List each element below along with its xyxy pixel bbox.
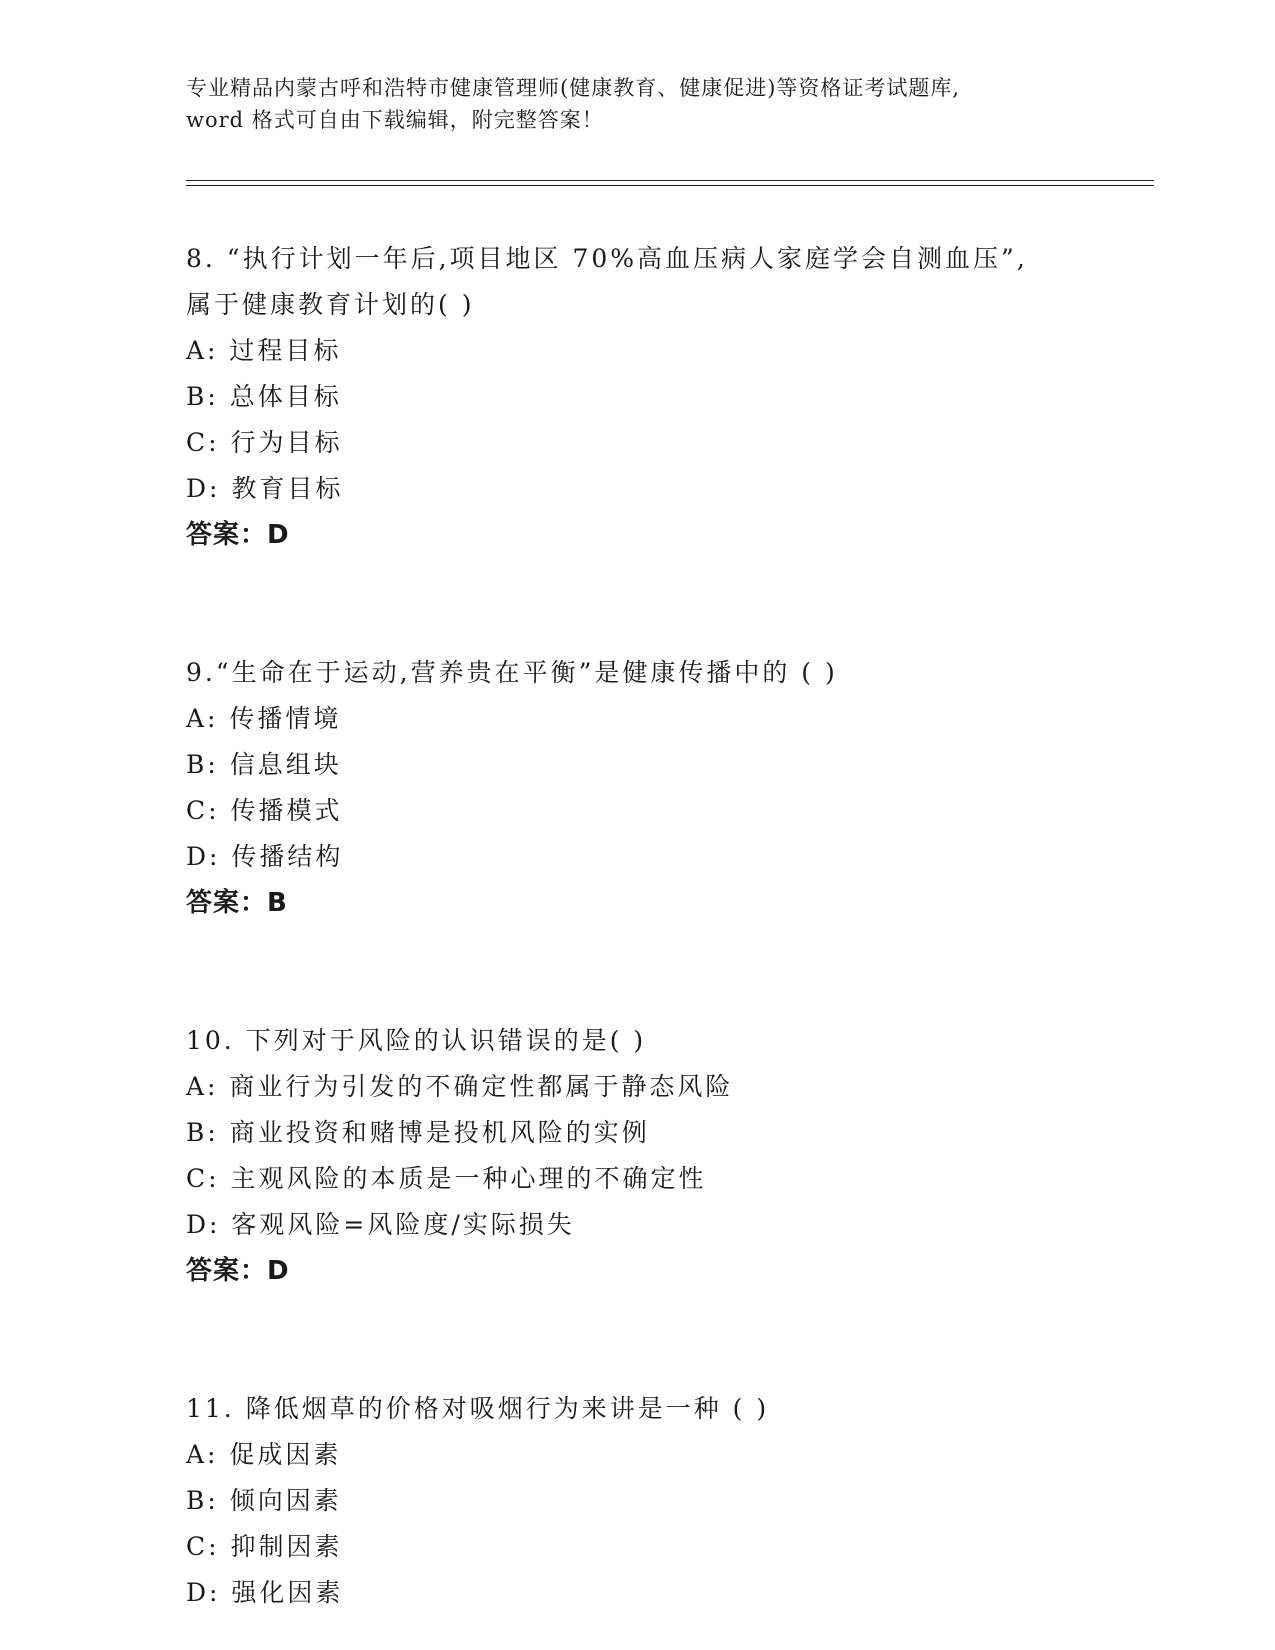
header-divider-bottom — [186, 185, 1154, 186]
option-a: A: 商业行为引发的不确定性都属于静态风险 — [186, 1072, 734, 1101]
option-b: B: 倾向因素 — [186, 1486, 342, 1515]
question-stem: 8. “执行计划一年后,项目地区 70%高血压病人家庭学会自测血压”, — [186, 244, 1028, 273]
header-divider-top — [186, 180, 1154, 181]
option-b: B: 信息组块 — [186, 750, 342, 779]
option-c: C: 行为目标 — [186, 428, 343, 457]
document-header — [186, 72, 1086, 136]
option-d: D: 强化因素 — [186, 1578, 344, 1607]
question-stem: 9.“生命在于运动,营养贵在平衡”是健康传播中的 ( ) — [186, 658, 838, 687]
question-stem: 11. 降低烟草的价格对吸烟行为来讲是一种 ( ) — [186, 1394, 770, 1423]
option-b: B: 总体目标 — [186, 382, 342, 411]
question-10 — [186, 1018, 1146, 1294]
option-c: C: 传播模式 — [186, 796, 343, 825]
header-line-2: word 格式可自由下载编辑，附完整答案！ — [186, 108, 604, 132]
option-c: C: 抑制因素 — [186, 1532, 343, 1561]
option-a: A: 过程目标 — [186, 336, 342, 365]
spacer — [186, 926, 1146, 1018]
question-9 — [186, 650, 1146, 926]
spacer — [186, 1294, 1146, 1386]
question-stem: 10. 下列对于风险的认识错误的是( ) — [186, 1026, 647, 1055]
question-8 — [186, 236, 1146, 558]
question-stem: 属于健康教育计划的( ) — [186, 290, 475, 319]
option-c: C: 主观风险的本质是一种心理的不确定性 — [186, 1164, 707, 1193]
question-11 — [186, 1386, 1146, 1616]
answer-label: 答案：B — [186, 888, 288, 918]
spacer — [186, 558, 1146, 650]
option-d: D: 客观风险=风险度/实际损失 — [186, 1210, 575, 1239]
option-a: A: 促成因素 — [186, 1440, 342, 1469]
answer-label: 答案：D — [186, 520, 290, 550]
option-d: D: 传播结构 — [186, 842, 344, 871]
question-list — [186, 236, 1146, 1616]
option-b: B: 商业投资和赌博是投机风险的实例 — [186, 1118, 650, 1147]
header-line-1: 专业精品内蒙古呼和浩特市健康管理师(健康教育、健康促进)等资格证考试题库, — [186, 76, 961, 100]
option-a: A: 传播情境 — [186, 704, 342, 733]
option-d: D: 教育目标 — [186, 474, 344, 503]
answer-label: 答案：D — [186, 1256, 290, 1286]
